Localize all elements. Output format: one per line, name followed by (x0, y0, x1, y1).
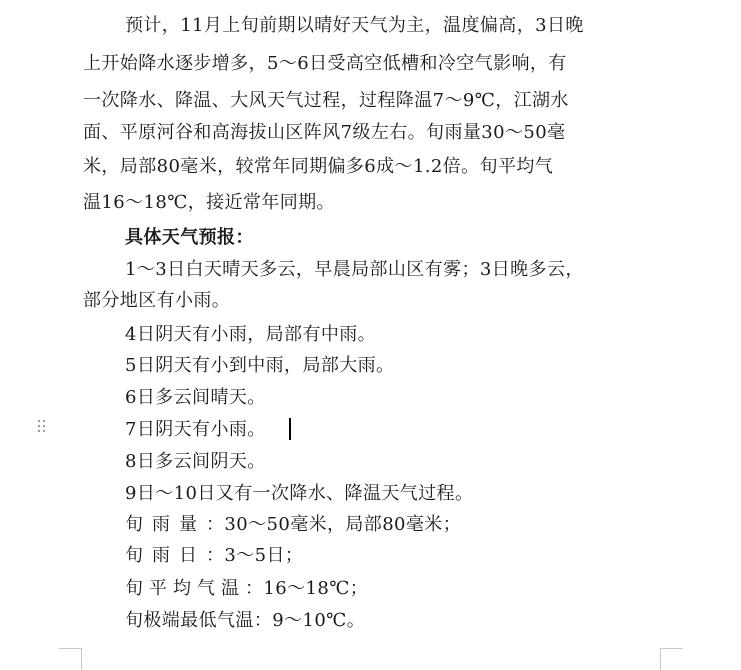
summary-rainfall (125, 513, 461, 537)
summary-label: 旬极端最低气温 (125, 610, 254, 631)
forecast-line: 9日～10日又有一次降水、降温天气过程。 (125, 483, 474, 504)
intro-line: 面、平原河谷和高海拔山区阵风7级左右。旬雨量30～50毫 (83, 122, 566, 143)
page-corner-mark-right (660, 648, 683, 670)
summary-min-temp (125, 609, 365, 633)
summary-value: ：3～5日； (206, 545, 304, 566)
intro-line: 一次降水、降温、大风天气过程，过程降温7～9℃，江湖水 (83, 90, 569, 111)
intro-line: 米，局部80毫米，较常年同期偏多6成～1.2倍。旬平均气 (83, 156, 554, 177)
summary-avg-temp (125, 577, 368, 601)
forecast-line: 5日阴天有小到中雨，局部大雨。 (125, 355, 395, 376)
drag-handle-icon[interactable] (38, 420, 48, 436)
summary-label: 旬平均气温 (125, 578, 245, 599)
summary-label: 旬雨日 (125, 545, 206, 566)
text-cursor (289, 418, 291, 440)
forecast-line: 1～3日白天晴天多云，早晨局部山区有雾；3日晚多云， (125, 259, 584, 280)
forecast-line: 部分地区有小雨。 (83, 290, 231, 311)
intro-line: 预计，11月上旬前期以晴好天气为主，温度偏高，3日晚 (125, 15, 584, 36)
summary-label: 旬雨量 (125, 514, 206, 535)
forecast-line: 4日阴天有小雨，局部有中雨。 (125, 324, 377, 345)
forecast-heading: 具体天气预报： (125, 227, 254, 248)
intro-line: 温16～18℃，接近常年同期。 (83, 192, 335, 213)
intro-line: 上开始降水逐步增多，5～6日受高空低槽和冷空气影响，有 (83, 53, 567, 74)
forecast-line: 8日多云间阴天。 (125, 451, 266, 472)
summary-value: ：30～50毫米，局部80毫米； (206, 514, 462, 535)
forecast-line: 6日多云间晴天。 (125, 387, 266, 408)
summary-value: ：16～18℃； (245, 578, 369, 599)
forecast-line: 7日阴天有小雨。 (125, 419, 266, 440)
summary-value: ：9～10℃。 (253, 610, 366, 631)
summary-rain-days (125, 544, 303, 568)
page-corner-mark-left (59, 648, 82, 670)
